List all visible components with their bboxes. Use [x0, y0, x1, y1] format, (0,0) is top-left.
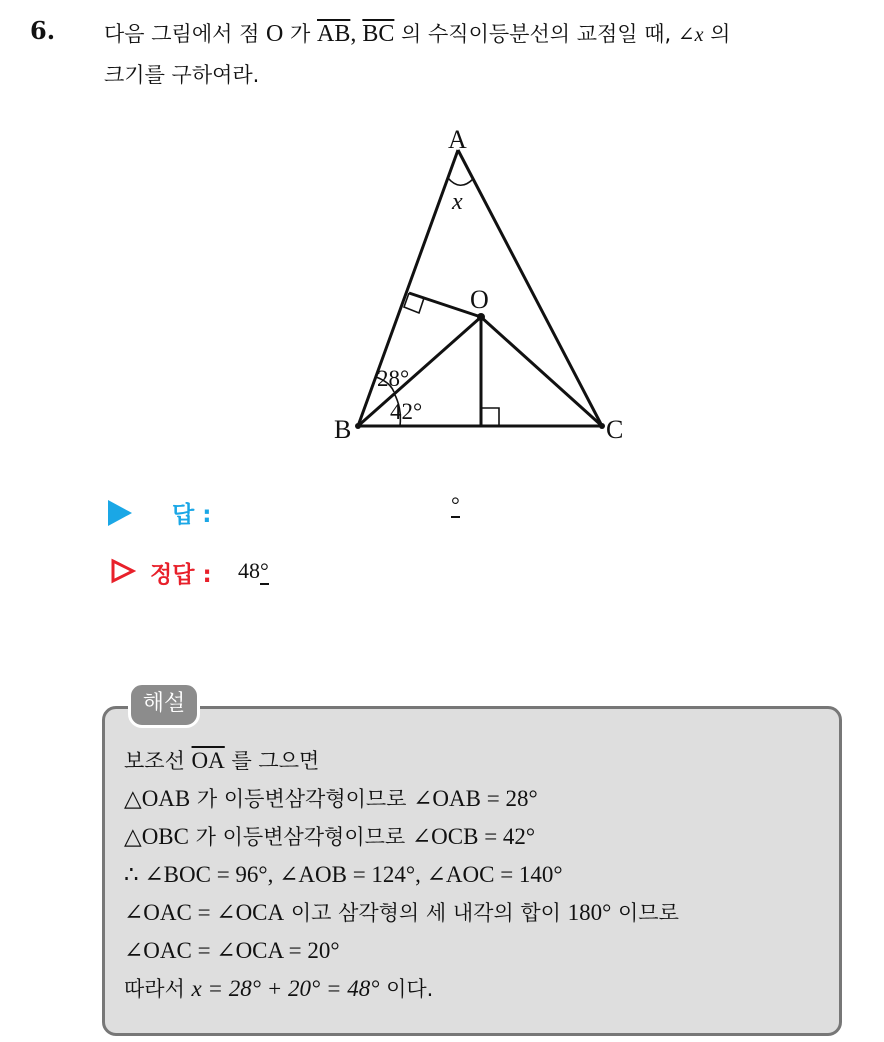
sol-l2-b: 가 이등변삼각형이므로 [190, 787, 414, 811]
sol-l1-a: 보조선 [124, 749, 192, 773]
correct-unit: ° [260, 558, 269, 583]
solution-text [124, 742, 834, 1008]
sol-l3-c: ∠OCB = 42° [411, 824, 536, 849]
question-text-3: 의 수직이등분선의 교점일 때, [394, 22, 678, 46]
question-text-line2: 크기를 구하여라. [104, 63, 260, 87]
correct-answer-value [238, 558, 269, 584]
sol-l5-d: 이므로 [611, 901, 679, 925]
question-text-4: 의 [703, 22, 731, 46]
sol-l5-b: 이고 삼각형의 세 내각의 합이 [284, 901, 568, 925]
sol-l5-c: 180° [567, 900, 612, 925]
sol-l1-seg: $\overline{OA}$ [191, 748, 225, 773]
play-triangle-icon [108, 500, 132, 526]
right-angle-mark-bc [481, 408, 499, 426]
correct-value: 48 [238, 558, 260, 583]
correct-answer-label: 정답 : [150, 562, 212, 588]
sol-l7-c: 이다. [379, 977, 434, 1001]
question-text [104, 14, 874, 95]
point-o: O [266, 21, 284, 47]
solution-line-2 [124, 780, 834, 818]
sol-l3-a: △OBC [124, 824, 189, 849]
label-x: x [452, 189, 463, 215]
triangle-figure [320, 120, 640, 455]
solution-line-1 [124, 742, 834, 780]
solution-line-6: ∠OAC = ∠OCA = 20° [124, 938, 340, 963]
sol-l2-a: △OAB [124, 786, 191, 811]
solution-tab: 해설 [128, 682, 200, 728]
segment-ab: $\overline{AB}$ [317, 21, 351, 47]
label-a: A [448, 125, 467, 154]
point-b-dot [355, 423, 361, 429]
label-angle-28: 28° [377, 366, 410, 391]
label-angle-42: 42° [390, 399, 423, 424]
question-text-1: 다음 그림에서 점 [104, 22, 267, 46]
label-b: B [334, 415, 352, 444]
label-c: C [606, 415, 624, 444]
point-o-dot [477, 313, 485, 321]
solution-line-4: ∴ ∠BOC = 96°, ∠AOB = 124°, ∠AOC = 140° [124, 862, 563, 887]
sol-l7-a: 따라서 [124, 977, 192, 1001]
sol-l1-b: 를 그으면 [224, 749, 320, 773]
question-number: 6. [30, 16, 56, 45]
sol-l5-a: ∠OAC = ∠OCA [124, 900, 285, 925]
point-c-dot [599, 423, 605, 429]
angle-x: ∠x [677, 24, 704, 46]
answer-blank[interactable]: ° [451, 492, 460, 517]
answer-label: 답 : [172, 502, 212, 528]
sol-l7-b: x = 28° + 20° = 48° [191, 976, 380, 1001]
question-text-2: 가 [283, 22, 318, 46]
sol-l2-c: ∠OAB = 28° [413, 786, 538, 811]
comma: , [350, 21, 363, 47]
solution-line-5 [124, 894, 834, 932]
label-o: O [470, 285, 489, 314]
sol-l3-b: 가 이등변삼각형이므로 [188, 825, 412, 849]
solution-line-7 [124, 970, 834, 1008]
angle-arc-a [448, 178, 473, 185]
outline-triangle-icon [110, 558, 136, 584]
segment-bc: $\overline{BC}$ [362, 21, 395, 47]
solution-line-3 [124, 818, 834, 856]
